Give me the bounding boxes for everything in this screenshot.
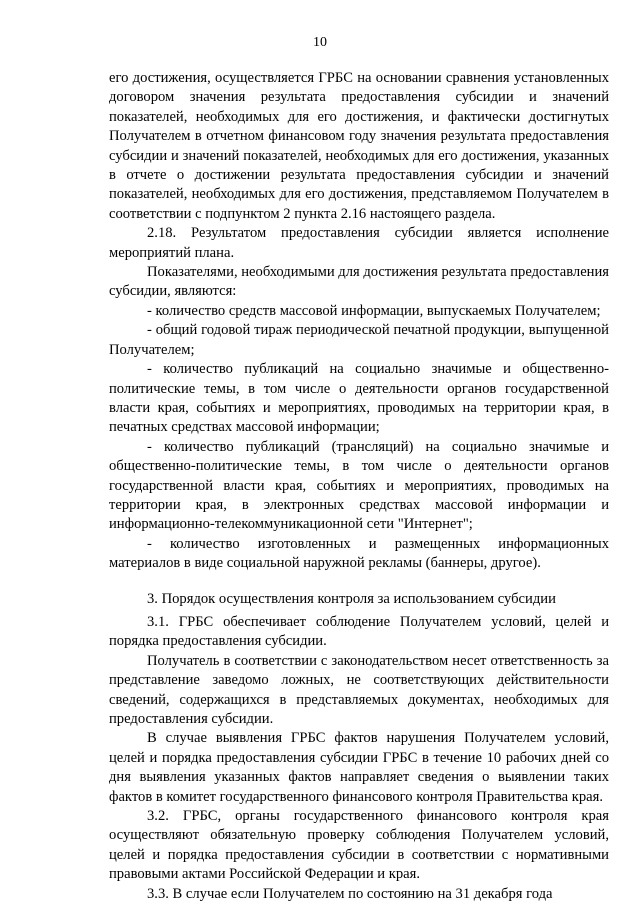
list-item-outdoor-advertising: - количество изготовленных и размещенных информационных материалов в виде социальной наружной рекламы (баннеры, другое). (109, 535, 609, 572)
paragraph-violation-reporting: В случае выявления ГРБС фактов нарушения Получателем условий, целей и порядка предоставления субсидии ГРБС в течение 10 рабочих дней со дня выявления указанных фактов направляет сведения о выявлении таких фактов в комитет государственного финансового контроля Правительства края. (109, 730, 609, 805)
list-item-print-publications: - количество публикаций на социально значимые и общественно-политические темы, в том числе о деятельности органов государственной власти края, событиях и мероприятиях, проводимых на территории края, в печатных средствах массовой информации; (109, 361, 609, 436)
paragraph-recipient-responsibility: Получатель в соответствии с законодательством несет ответственность за представление заведомо ложных, не соответствующих действительности сведений, содержащихся в представляемых документах, необходимых для предоставления субсидии. (109, 652, 609, 727)
document-body (109, 69, 609, 904)
list-item-media-count: - количество средств массовой информации, выпускаемых Получателем; (147, 302, 601, 319)
paragraph-3-2: 3.2. ГРБС, органы государственного финансового контроля края осуществляют обязательную проверку соблюдения Получателем условий, целей и порядка предоставления субсидии в соответствии с нормативными правовыми актами Российской Федерации и края. (109, 808, 609, 883)
section-heading-3: 3. Порядок осуществления контроля за использованием субсидии (147, 590, 556, 607)
paragraph-3-1: 3.1. ГРБС обеспечивает соблюдение Получателем условий, целей и порядка предоставления субсидии. (109, 613, 609, 650)
list-item-print-circulation: - общий годовой тираж периодической печатной продукции, выпущенной Получателем; (109, 322, 609, 358)
paragraph-2-18-result: 2.18. Результатом предоставления субсидии является исполнение мероприятий плана. (109, 225, 609, 261)
paragraph-achievement-evaluation: его достижения, осуществляется ГРБС на основании сравнения установленных договором значения результата предоставления субсидии и значений показателей, необходимых для его достижения, и фактически достигнутых Получателем в отчетном финансовом году значения результата предоставления субсидии и значений показателей, необходимых для его достижения, указанных в отчете о достижении результата предоставления субсидии и значений показателей, необходимых для его достижения, представляемом Получателем в соответствии с подпунктом 2 пункта 2.16 настоящего раздела. (109, 70, 609, 222)
list-item-electronic-publications: - количество публикаций (трансляций) на социально значимые и общественно-политические темы, в том числе о деятельности органов государственной власти края, событиях и мероприятиях, проводимых на территории края, в электронных средствах массовой информации и информационно-телекоммуникационной сети "Интернет"; (109, 438, 609, 533)
paragraph-indicators-intro: Показателями, необходимыми для достижения результата предоставления субсидии, являются: (109, 264, 610, 300)
page-number: 10 (313, 35, 327, 50)
paragraph-3-3: 3.3. В случае если Получателем по состоянию на 31 декабря года (147, 885, 553, 902)
